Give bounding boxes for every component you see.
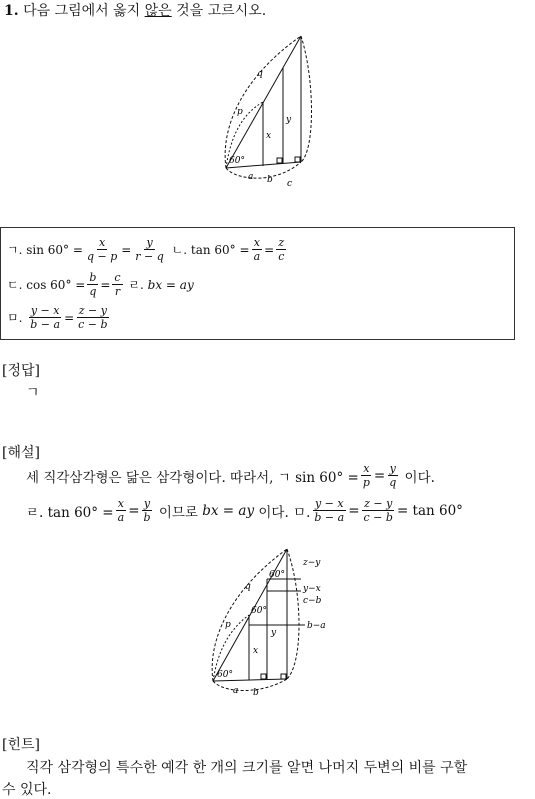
- frac-den: b − a: [314, 511, 345, 524]
- solution-line-2: ㄹ. tan 60° = $\frac{x}{a}$ = $\frac{y}{b}$ 이므로 bx = ay 이다. ㅁ. $\frac{y - x}{b - a}$ = $\frac{z - y}{c - b}$ = tan 60°: [26, 497, 463, 524]
- label-b: b: [267, 175, 273, 185]
- angle-label-1: 60°: [217, 670, 233, 680]
- hint-label: [힌트]: [2, 737, 40, 753]
- choice-g-func: sin 60° =: [26, 242, 83, 257]
- frac-den: r: [114, 285, 121, 298]
- figure-triangles-1: [215, 30, 325, 190]
- frac: [28, 304, 62, 331]
- frac-num: x: [117, 497, 125, 510]
- frac-num: y − x: [30, 304, 60, 317]
- label-a: a: [248, 172, 254, 182]
- frac-num: y: [389, 462, 396, 475]
- label-c-b: c−b: [303, 596, 322, 606]
- label-x: x: [253, 646, 259, 656]
- frac-num: y − x: [314, 497, 344, 510]
- frac: [387, 462, 398, 489]
- label-b: b: [253, 688, 259, 698]
- frac: [112, 271, 122, 298]
- solution-text: 이므로: [158, 504, 198, 521]
- answer-value: ㄱ: [26, 385, 40, 401]
- choice-n-func: tan 60° =: [190, 242, 250, 257]
- question-line: [4, 0, 266, 20]
- answer-label: [정답]: [2, 363, 40, 379]
- choice-m: ㅁ. $\frac{y - x}{b - a}$ = $\frac{z - y}{c - b}$: [7, 304, 108, 331]
- question-underlined: 않은: [144, 3, 172, 19]
- frac-den: r − q: [135, 250, 164, 263]
- choice-r-expr: bx = ay: [147, 277, 194, 292]
- solution-expr: bx = ay: [202, 502, 255, 519]
- frac-den: c − b: [78, 318, 108, 331]
- choice-d-func: cos 60° =: [26, 277, 86, 292]
- label-z-y: z−y: [303, 558, 321, 568]
- solution-text: ㄹ. tan 60° =: [26, 504, 114, 521]
- frac-den: c − b: [363, 511, 393, 524]
- choice-n-marker: ㄴ.: [171, 243, 188, 257]
- angle-label-3: 60°: [269, 570, 285, 580]
- frac-num: x: [98, 236, 106, 249]
- frac: [361, 462, 372, 489]
- label-p: p: [237, 107, 243, 117]
- hint-line-2: 수 있다.: [2, 782, 52, 798]
- frac-den: p: [362, 476, 370, 489]
- label-q: q: [245, 582, 251, 592]
- label-y: y: [286, 115, 292, 125]
- frac-den: q − p: [86, 250, 118, 263]
- frac: [312, 497, 346, 524]
- frac-num: x: [253, 236, 260, 249]
- angle-label: 60°: [229, 156, 245, 166]
- frac-num: z − y: [364, 497, 393, 510]
- solution-text: = tan 60°: [396, 502, 463, 519]
- figure-triangles-2: [205, 543, 345, 703]
- frac-den: q: [89, 285, 97, 298]
- frac: [76, 304, 109, 331]
- frac-num: z − y: [78, 304, 107, 317]
- solution-text: 세 직각삼각형은 닮은 삼각형이다. 따라서, ㄱ sin 60° =: [26, 469, 359, 486]
- frac: [252, 236, 263, 263]
- frac: [276, 236, 286, 263]
- label-y: y: [271, 628, 277, 638]
- choice-m-marker: ㅁ.: [7, 311, 23, 325]
- frac: [116, 497, 127, 524]
- label-y-x: y−x: [303, 584, 321, 594]
- frac: [133, 236, 166, 263]
- frac-num: y: [146, 236, 153, 249]
- solution-label: [해설]: [2, 445, 40, 461]
- choice-d-marker: ㄷ.: [7, 278, 23, 292]
- frac-den: a: [117, 511, 125, 524]
- choice-r-marker: ㄹ.: [128, 278, 144, 292]
- frac-num: x: [363, 462, 370, 475]
- frac-num: y: [143, 497, 151, 510]
- frac-num: c: [114, 271, 121, 284]
- label-c: c: [287, 179, 293, 189]
- solution-text: 이다.: [404, 469, 435, 486]
- label-x: x: [266, 131, 272, 141]
- question-number: 1.: [4, 3, 19, 19]
- frac: [142, 497, 153, 524]
- angle-label-2: 60°: [251, 606, 267, 616]
- frac: [362, 497, 395, 524]
- frac-den: b: [143, 511, 151, 524]
- label-q: q: [257, 69, 263, 79]
- frac-num: b: [89, 271, 97, 284]
- frac-den: a: [253, 250, 261, 263]
- solution-line-1: 세 직각삼각형은 닮은 삼각형이다. 따라서, ㄱ sin 60° = $\frac{x}{p}$ = $\frac{y}{q}$ 이다.: [26, 462, 435, 489]
- label-a: a: [233, 686, 239, 696]
- frac: [87, 271, 98, 298]
- frac: [85, 236, 119, 263]
- solution-text: 이다. ㅁ.: [258, 504, 311, 521]
- choices-box: [0, 227, 515, 340]
- choice-d: ㄷ. cos 60° = $\frac{b}{q}$ = $\frac{c}{r}$ ㄹ. bx = ay: [7, 271, 194, 298]
- question-text: 다음 그림에서 옳지: [23, 3, 145, 19]
- label-b-a: b−a: [307, 621, 326, 631]
- label-p: p: [225, 620, 231, 630]
- choice-g: ㄱ. sin 60° = $\frac{x}{q - p}$ = $\frac{y}{r - q}$ ㄴ. tan 60° = $\frac{x}{a}$ = $\frac{z}{c}$: [7, 236, 285, 263]
- hint-line-1: 직각 삼각형의 특수한 예각 한 개의 크기를 알면 나머지 두변의 비를 구할: [26, 760, 468, 776]
- choice-g-marker: ㄱ.: [7, 243, 23, 257]
- frac-den: b − a: [30, 318, 61, 331]
- frac-num: z: [278, 236, 285, 249]
- frac-den: q: [389, 476, 397, 489]
- frac-den: c: [278, 250, 285, 263]
- question-text-end: 것을 고르시오.: [171, 3, 267, 19]
